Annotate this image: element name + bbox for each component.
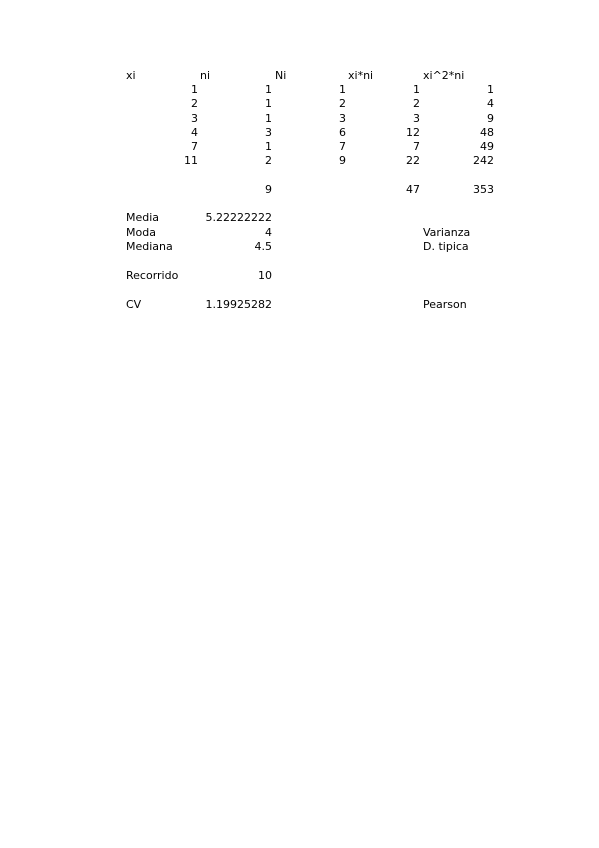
cell-xi: 11: [184, 154, 198, 167]
cell-Ni: 2: [339, 97, 346, 110]
header-xini: xi*ni: [348, 69, 374, 82]
cell-xini: 3: [413, 112, 420, 125]
cell-Ni: 1: [339, 83, 346, 96]
cell-xini: 22: [406, 154, 420, 167]
cv-value: 1.19925282: [205, 298, 272, 311]
cell-xini: 7: [413, 140, 420, 153]
cell-xini: 2: [413, 97, 420, 110]
header-ni: ni: [200, 69, 211, 82]
cell-ni: 1: [265, 140, 272, 153]
cell-xi: 1: [191, 83, 198, 96]
cell-xi2ni: 1: [487, 83, 494, 96]
total-xini: 47: [406, 183, 420, 196]
media-value: 5.22222222: [205, 211, 272, 224]
recorrido-value: 10: [258, 269, 272, 282]
cell-Ni: 7: [339, 140, 346, 153]
header-Ni: Ni: [275, 69, 287, 82]
cell-xi: 4: [191, 126, 198, 139]
cell-xi2ni: 4: [487, 97, 494, 110]
cell-Ni: 6: [339, 126, 346, 139]
mediana-label: Mediana: [126, 240, 173, 253]
cell-Ni: 9: [339, 154, 346, 167]
media-label: Media: [126, 211, 160, 224]
cell-ni: 1: [265, 83, 272, 96]
total-xi2ni: 353: [473, 183, 494, 196]
cell-ni: 2: [265, 154, 272, 167]
cell-Ni: 3: [339, 112, 346, 125]
cv-label: CV: [126, 298, 142, 311]
total-ni: 9: [265, 183, 272, 196]
cell-xi: 2: [191, 97, 198, 110]
dtipica-label: D. tipica: [423, 240, 469, 253]
cell-xi2ni: 9: [487, 112, 494, 125]
cell-xi2ni: 49: [480, 140, 494, 153]
cell-ni: 1: [265, 112, 272, 125]
mediana-value: 4.5: [254, 240, 272, 253]
moda-label: Moda: [126, 226, 156, 239]
cell-ni: 1: [265, 97, 272, 110]
header-xi2ni: xi^2*ni: [423, 69, 465, 82]
cell-xi: 3: [191, 112, 198, 125]
cell-xi2ni: 242: [473, 154, 494, 167]
recorrido-label: Recorrido: [126, 269, 179, 282]
cell-xini: 1: [413, 83, 420, 96]
pearson-label: Pearson: [423, 298, 467, 311]
cell-ni: 3: [265, 126, 272, 139]
header-xi: xi: [126, 69, 136, 82]
cell-xi2ni: 48: [480, 126, 494, 139]
moda-value: 4: [265, 226, 272, 239]
cell-xini: 12: [406, 126, 420, 139]
varianza-label: Varianza: [423, 226, 471, 239]
cell-xi: 7: [191, 140, 198, 153]
